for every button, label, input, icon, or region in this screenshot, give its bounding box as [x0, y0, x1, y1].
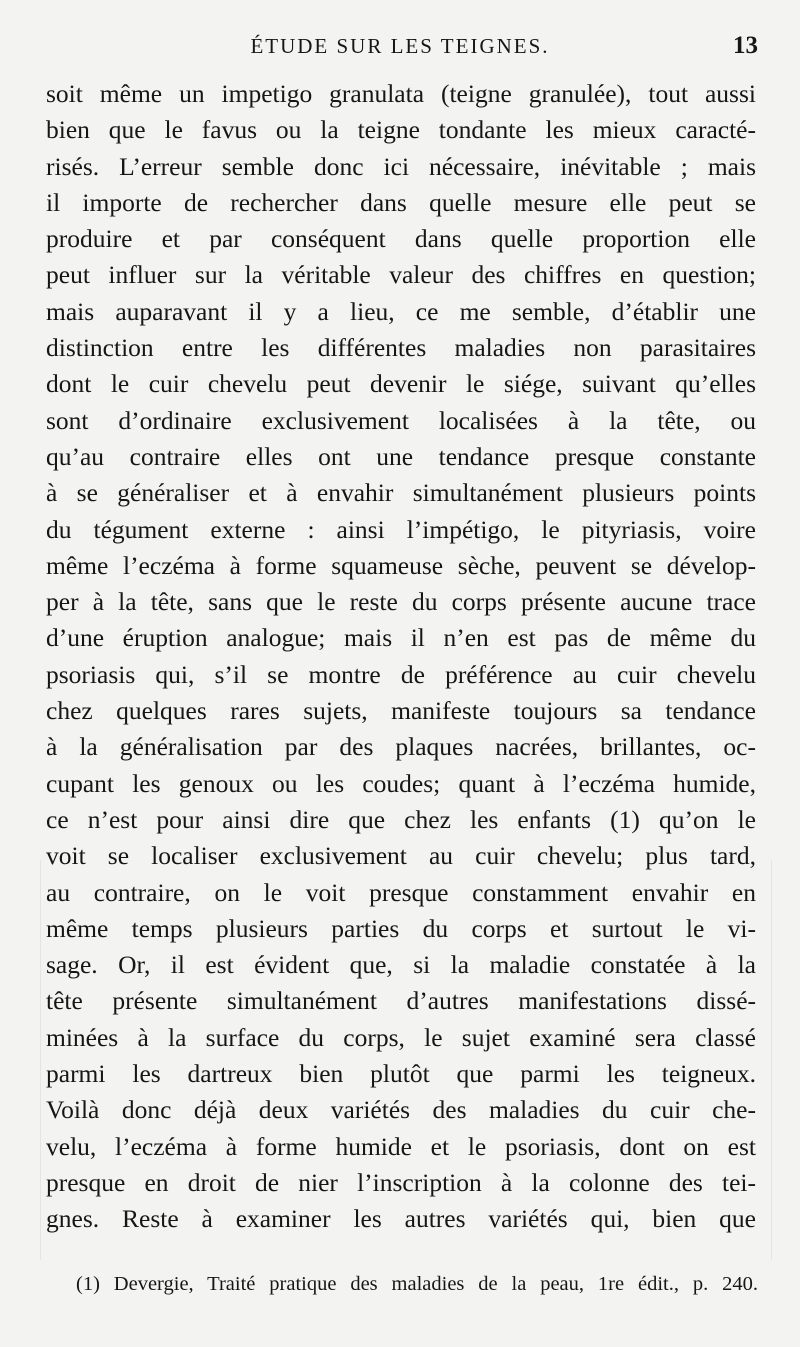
text-line: risés. L’erreur semble donc ici nécessaire, inévitable ; mais [46, 151, 756, 181]
text-line: dont le cuir chevelu peut devenir le siége, suivant qu’elles [46, 369, 756, 399]
text-line: sage. Or, il est évident que, si la maladie constatée à la [46, 950, 756, 980]
text-line: bien que le favus ou la teigne tondante les mieux caracté- [46, 115, 756, 145]
text-line: cupant les genoux ou les coudes; quant à l’eczéma humide, [46, 768, 756, 798]
text-line: produire et par conséquent dans quelle proportion elle [46, 224, 756, 254]
text-line: Voilà donc déjà deux variétés des maladies du cuir che- [46, 1095, 756, 1125]
text-line: velu, l’eczéma à forme humide et le psoriasis, dont on est [46, 1131, 756, 1161]
text-line: d’une éruption analogue; mais il n’en est pas de même du [46, 623, 756, 653]
text-line: voit se localiser exclusivement au cuir chevelu; plus tard, [46, 841, 756, 871]
text-line: qu’au contraire elles ont une tendance presque constante [46, 441, 756, 471]
text-line: psoriasis qui, s’il se montre de préférence au cuir chevelu [46, 659, 756, 689]
body-text [46, 76, 756, 1238]
text-line: minées à la surface du corps, le sujet examiné sera classé [46, 1022, 756, 1052]
text-line: peut influer sur la véritable valeur des chiffres en question; [46, 260, 756, 290]
text-line: sont d’ordinaire exclusivement localisées à la tête, ou [46, 405, 756, 435]
text-line: au contraire, on le voit presque constamment envahir en [46, 877, 756, 907]
text-line: à se généraliser et à envahir simultanément plusieurs points [46, 478, 756, 508]
text-line: à la généralisation par des plaques nacrées, brillantes, oc- [46, 732, 756, 762]
text-line: distinction entre les différentes maladies non parasitaires [46, 333, 756, 363]
text-line: du tégument externe : ainsi l’impétigo, le pityriasis, voire [46, 514, 756, 544]
text-line: presque en droit de nier l’inscription à la colonne des tei- [46, 1167, 756, 1197]
text-line: soit même un impetigo granulata (teigne granulée), tout aussi [46, 79, 756, 108]
text-line: gnes. Reste à examiner les autres variétés qui, bien que [46, 1204, 756, 1234]
text-line: même temps plusieurs parties du corps et surtout le vi- [46, 913, 756, 943]
text-line: chez quelques rares sujets, manifeste toujours sa tendance [46, 696, 756, 726]
text-line: mais auparavant il y a lieu, ce me semble, d’établir une [46, 296, 756, 326]
text-line: même l’eczéma à forme squameuse sèche, peuvent se dévelop- [46, 550, 756, 580]
running-title: ÉTUDE SUR LES TEIGNES. [250, 34, 550, 58]
page-number: 13 [733, 32, 758, 59]
text-line: per à la tête, sans que le reste du corps présente aucune trace [46, 587, 756, 617]
text-line: ce n’est pour ainsi dire que chez les enfants (1) qu’on le [46, 804, 756, 834]
footnote: (1) Devergie, Traité pratique des maladies de la peau, 1re édit., p. 240. [76, 1273, 758, 1295]
text-line: il importe de rechercher dans quelle mesure elle peut se [46, 187, 756, 217]
text-line: tête présente simultanément d’autres manifestations dissé- [46, 986, 756, 1016]
text-line: parmi les dartreux bien plutôt que parmi les teigneux. [46, 1059, 756, 1089]
running-head [0, 34, 800, 68]
